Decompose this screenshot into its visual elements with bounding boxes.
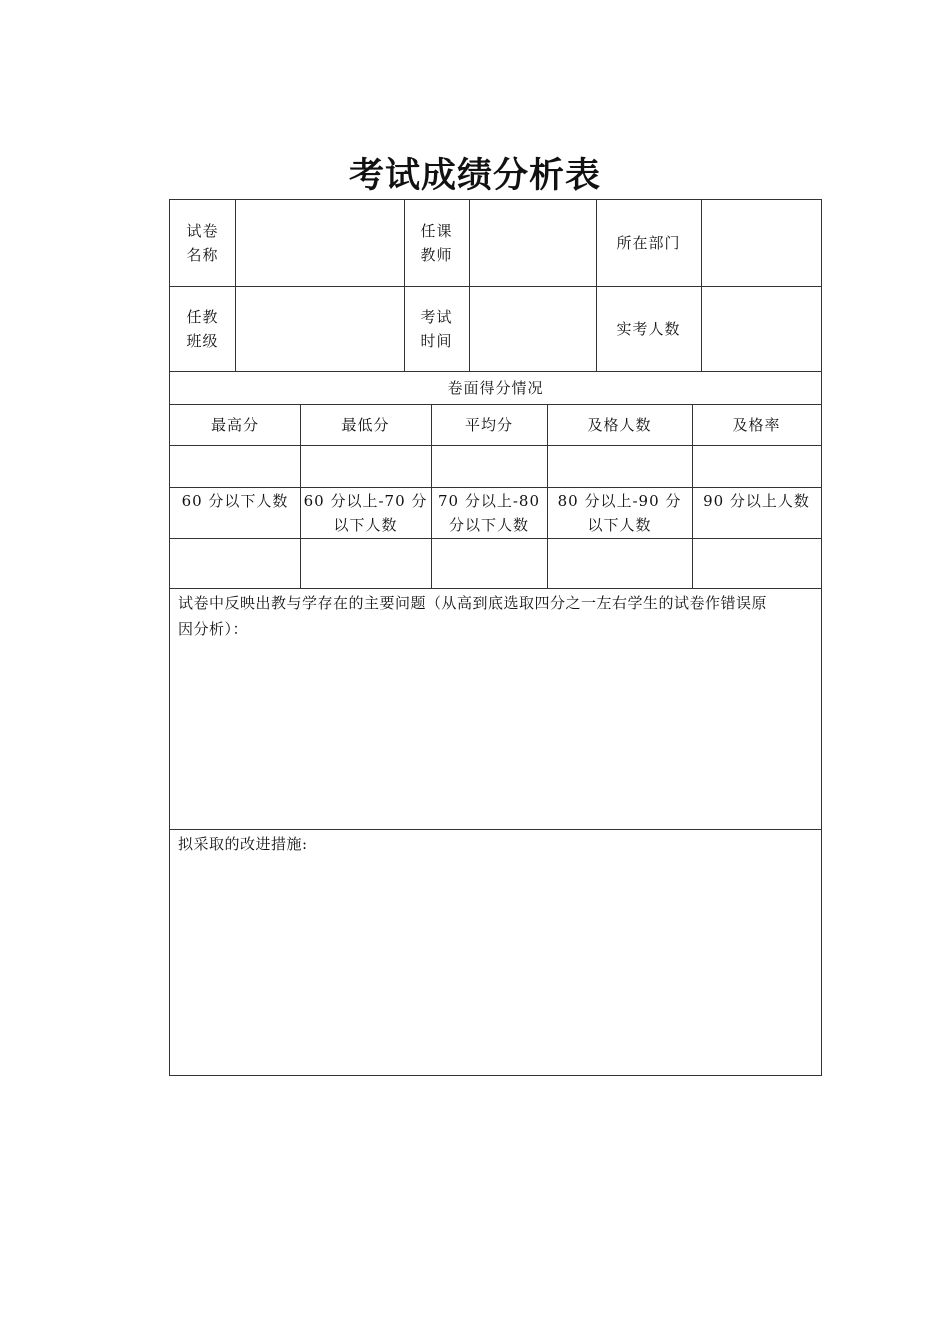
- exam-time-label: 考试 时间: [420, 307, 453, 350]
- teacher-label: 任课 教师: [420, 222, 453, 264]
- range-below-60: 60 分以下人数: [181, 492, 289, 510]
- header-lowest: 最低分: [341, 415, 390, 434]
- header-pass-count: 及格人数: [587, 415, 652, 434]
- analysis-form: [169, 199, 822, 1076]
- range-70-80: 70 分以上-80 分以下人数: [437, 491, 540, 534]
- header-average: 平均分: [464, 415, 513, 434]
- range-above-90: 90 分以上人数: [703, 492, 810, 510]
- improvement-measures-label: 拟采取的改进措施:: [178, 835, 308, 853]
- department-label: 所在部门: [616, 234, 681, 252]
- range-80-90: 80 分以上-90 分 以下人数: [557, 491, 682, 534]
- score-section-title: 卷面得分情况: [447, 378, 544, 397]
- header-pass-rate: 及格率: [732, 415, 781, 434]
- class-label: 任教 班级: [186, 307, 219, 350]
- range-60-70: 60 分以上-70 分 以下人数: [303, 491, 428, 534]
- header-highest: 最高分: [210, 415, 259, 434]
- problems-analysis-label: 试卷中反映出教与学存在的主要问题（从高到底选取四分之一左右学生的试卷作错误原 因分析）：: [178, 594, 768, 638]
- examinees-label: 实考人数: [616, 319, 681, 338]
- paper-name-label: 试卷 名称: [186, 222, 219, 264]
- page-title: 考试成绩分析表: [348, 156, 601, 196]
